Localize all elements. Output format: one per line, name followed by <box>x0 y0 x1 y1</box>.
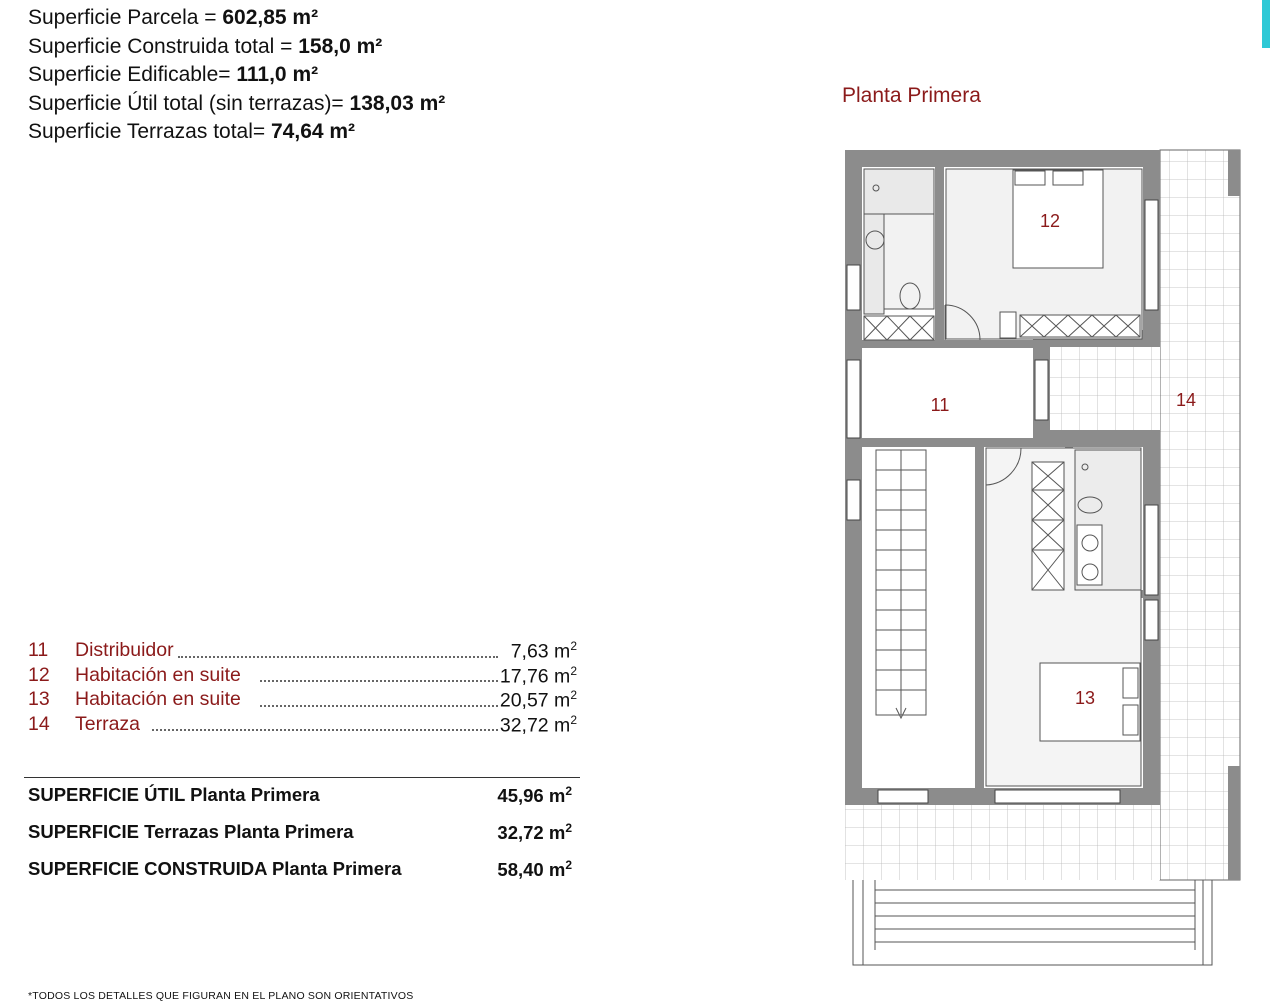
room-name: Terraza <box>75 712 141 735</box>
divider <box>24 777 580 778</box>
corridor-11 <box>862 348 1033 438</box>
stairs <box>876 450 926 718</box>
total-value: 45,96 $m^2$ <box>497 784 572 807</box>
dot-leader <box>178 656 498 658</box>
plan-title: Planta Primera <box>842 84 981 107</box>
total-terrazas <box>28 821 576 858</box>
room-row <box>28 664 588 689</box>
totals <box>28 784 576 895</box>
dot-leader <box>152 729 498 731</box>
summary-construida: Superficie Construida total = 158,0 m² <box>28 34 383 58</box>
floor-plan <box>830 140 1250 972</box>
room-label-11: 11 <box>930 395 950 415</box>
terrace-bottom <box>845 805 1160 880</box>
total-label: SUPERFICIE ÚTIL Planta Primera <box>28 784 320 805</box>
room-name: Habitación en suite <box>75 663 241 686</box>
room-area: 32,72 $m^2$ <box>499 712 577 736</box>
total-util <box>28 784 576 821</box>
room-number: 14 <box>28 712 50 735</box>
room-number: 12 <box>28 663 50 686</box>
room-row <box>28 639 588 664</box>
total-value: 32,72 $m^2$ <box>497 821 572 844</box>
room-name: Distribuidor <box>75 639 174 661</box>
dot-leader <box>260 705 498 707</box>
bedroom-12-furniture <box>945 169 1142 340</box>
exterior-steps <box>853 880 1212 965</box>
summary-terrazas: Superficie Terrazas total= 74,64 m² <box>28 120 356 143</box>
bathroom-suite-12 <box>864 169 934 314</box>
summary-edificable: Superficie Edificable= 111,0 m² <box>28 63 319 86</box>
room-label-14: 14 <box>1175 390 1197 410</box>
room-area: 17,76 $m^2$ <box>499 663 577 687</box>
total-label: SUPERFICIE Terrazas Planta Primera <box>28 821 354 842</box>
summary-util: Superficie Útil total (sin terrazas)= 138,03 m² <box>28 91 446 115</box>
room-row <box>28 688 588 713</box>
room-row <box>28 713 588 738</box>
summary-parcela: Superficie Parcela = 602,85 m² <box>28 6 319 29</box>
footnote: *TODOS LOS DETALLES QUE FIGURAN EN EL PLANO SON ORIENTATIVOS <box>28 990 414 1002</box>
surface-summary <box>28 4 445 147</box>
total-value: 58,40 $m^2$ <box>497 858 572 881</box>
room-number: 11 <box>28 639 49 661</box>
total-construida <box>28 858 576 895</box>
room-list <box>28 639 588 737</box>
room-number: 13 <box>28 688 50 710</box>
terrace-pillar <box>1228 150 1240 196</box>
room-label-12: 12 <box>1039 211 1061 231</box>
accent-bar <box>1262 0 1270 48</box>
bathroom-suite-13 <box>1032 450 1141 590</box>
dot-leader <box>260 680 498 682</box>
terrace-pillar <box>1228 766 1240 880</box>
room-area: 20,57 $m^2$ <box>499 688 577 712</box>
terrace-middle <box>1040 345 1160 430</box>
room-area: 7,63 $m^2$ <box>510 639 577 663</box>
total-label: SUPERFICIE CONSTRUIDA Planta Primera <box>28 858 402 879</box>
room-name: Habitación en suite <box>75 688 241 710</box>
corridor-wardrobe <box>864 316 934 340</box>
room-label-13: 13 <box>1074 688 1096 708</box>
